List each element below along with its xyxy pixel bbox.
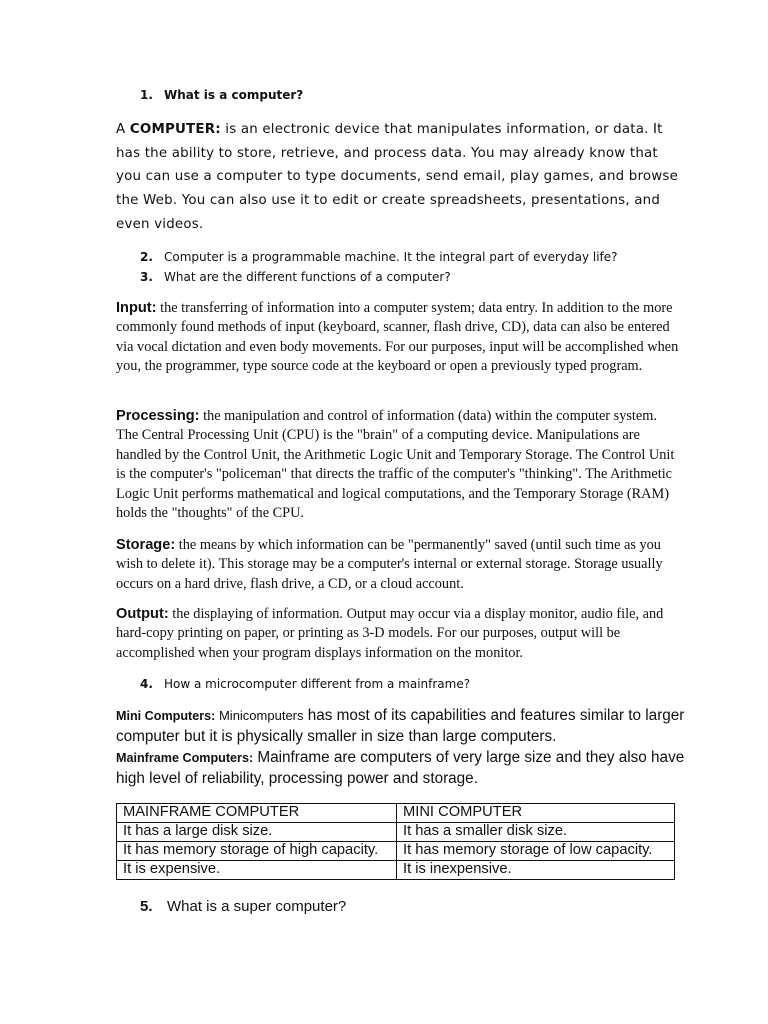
section-heading: Storage:	[116, 537, 176, 553]
question-3	[140, 270, 451, 284]
table-row	[117, 823, 675, 842]
table-header-cell: MINI COMPUTER	[397, 804, 675, 823]
question-number: 5.	[140, 898, 153, 915]
section-heading: Input:	[116, 300, 157, 316]
question-text: What is a computer?	[164, 88, 304, 102]
question-4	[140, 677, 470, 691]
table-cell: It has memory storage of low capacity.	[397, 842, 675, 861]
section-processing	[116, 407, 681, 523]
question-1	[140, 88, 303, 102]
question-number: 3.	[140, 270, 153, 284]
question-text: How a microcomputer different from a mainframe?	[164, 677, 471, 691]
section-output	[116, 605, 681, 663]
section-input	[116, 299, 681, 377]
question-text: What are the different functions of a computer?	[164, 270, 451, 284]
question-text: What is a super computer?	[167, 898, 347, 915]
mainframe-computers-heading: Mainframe Computers:	[116, 751, 254, 765]
table-cell: It has a large disk size.	[117, 823, 397, 842]
table-row	[117, 861, 675, 880]
section-storage	[116, 536, 681, 594]
table-cell: It has memory storage of high capacity.	[117, 842, 397, 861]
mini-computers-heading: Mini Computers:	[116, 709, 216, 723]
computer-term: COMPUTER:	[129, 122, 221, 137]
section-body: the manipulation and control of information (data) within the computer system. The Central Processing Unit (CPU) is the "brain" of a computing device. Manipulations are handled by the Control Unit, the Arithmetic Logic Unit and Temporary Storage. The Control Unit is the computer's "policeman" that directs the traffic of the computer's "thinking". The Arithmetic Logic Unit performs mathematical and logical computations, and the Temporary Storage (RAM) holds the "thoughts" of the CPU.	[116, 408, 675, 522]
mini-computers-paragraph	[116, 706, 686, 747]
table-header-row	[117, 804, 675, 823]
question-number: 1.	[140, 88, 153, 102]
table-cell: It has a smaller disk size.	[397, 823, 675, 842]
mini-computers-lead: Minicomputers	[215, 708, 304, 723]
table-row	[117, 842, 675, 861]
question-2	[140, 250, 618, 264]
comparison-table	[116, 803, 675, 880]
section-heading: Output:	[116, 606, 169, 622]
table-header-cell: MAINFRAME COMPUTER	[117, 804, 397, 823]
computer-definition: A COMPUTER: is an electronic device that manipulates information, or data. It has the ability to store, retrieve, and process data. You may already know that you can use a computer to type documents, send email, play games, and browse the Web. You can also use it to edit or create spreadsheets, presentations, and even videos.	[116, 122, 679, 232]
question-text: Computer is a programmable machine. It the integral part of everyday life?	[164, 250, 618, 264]
section-heading: Processing:	[116, 408, 200, 424]
section-body: the transferring of information into a computer system; data entry. In addition to the more commonly found methods of input (keyboard, scanner, flash drive, CD), data can also be entered via vocal dictation and even body movements. For our purposes, input will be accomplished when you, the programmer, type source code at the keyboard or open a previously typed program.	[116, 300, 679, 375]
mini-computers-body: has most of its capabilities and features similar to larger computer but it is physically smaller in size than large computers.	[116, 707, 685, 745]
section-body: the means by which information can be "permanently" saved (until such time as you wish to delete it). This storage may be a computer's internal or external storage. Storage usually occurs on a hard drive, flash drive, a CD, or a cloud account.	[116, 537, 663, 592]
mainframe-computers-body: Mainframe are computers of very large size and they also have high level of reliability, processing power and storage.	[116, 749, 685, 787]
section-body: the displaying of information. Output may occur via a display monitor, audio file, and hard-copy printing on paper, or printing as 3-D models. For our purposes, output will be accomplished when your program displays information on the monitor.	[116, 606, 664, 661]
question-number: 2.	[140, 250, 153, 264]
computer-definition-body: is an electronic device that manipulates information, or data. It has the ability to store, retrieve, and process data. You may already know that you can use a computer to type documents, send email, play games, and browse the Web. You can also use it to edit or create spreadsheets, presentations, and even videos.	[116, 122, 679, 232]
question-5	[140, 898, 346, 915]
mainframe-computers-paragraph	[116, 748, 686, 789]
table-cell: It is inexpensive.	[397, 861, 675, 880]
question-number: 4.	[140, 677, 153, 691]
table-cell: It is expensive.	[117, 861, 397, 880]
